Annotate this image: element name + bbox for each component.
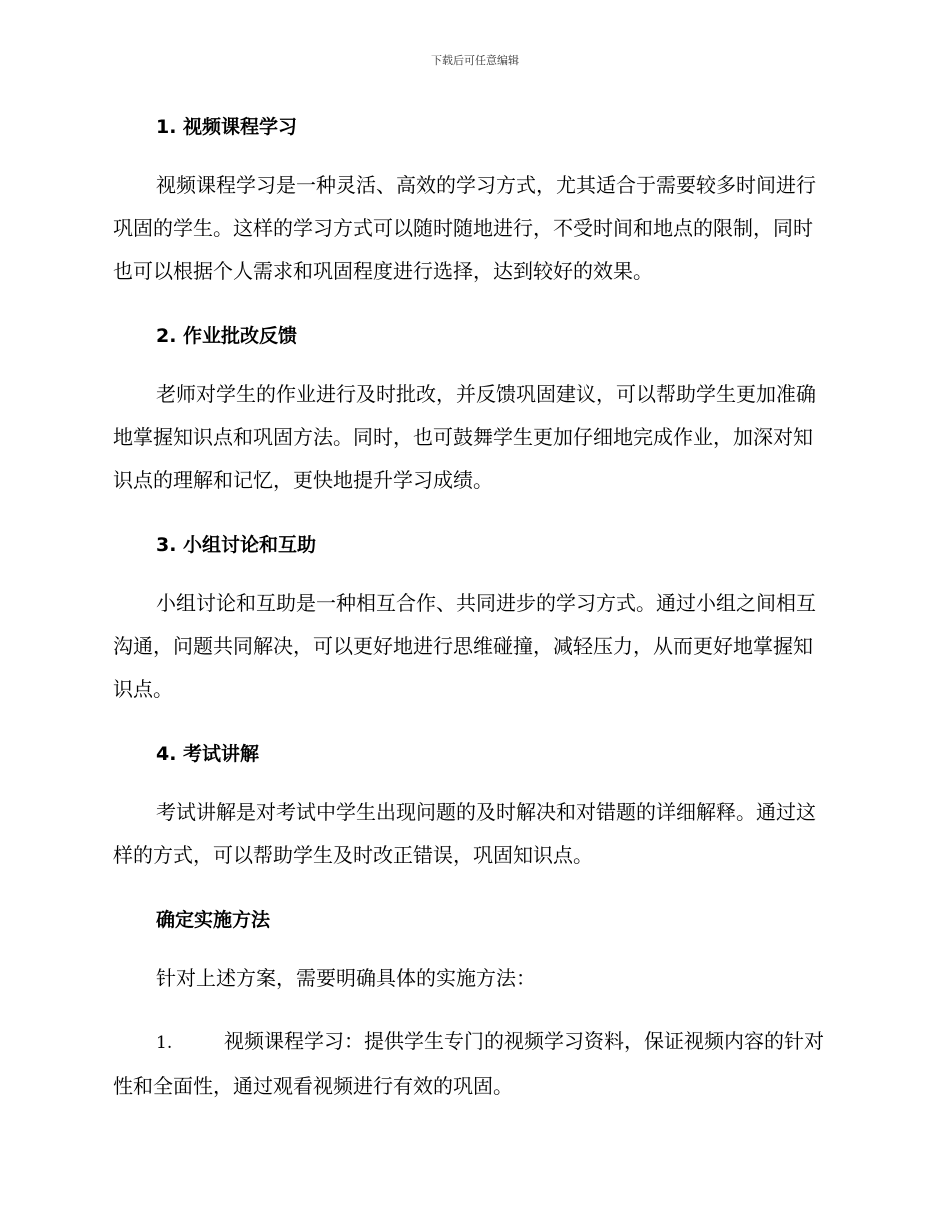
section-paragraph: 视频课程学习是一种灵活、高效的学习方式，尤其适合于需要较多时间进行巩固的学生。这样的学习方式可以随时随地进行，不受时间和地点的限制，同时也可以根据个人需求和巩固程度进行选择，达到较好的效果。 (113, 173, 816, 283)
section-paragraph: 考试讲解是对考试中学生出现问题的及时解决和对错题的详细解释。通过这样的方式，可以帮助学生及时改正错误，巩固知识点。 (113, 800, 816, 867)
section-heading: 1. 视频课程学习 (156, 116, 298, 138)
section-paragraph: 小组讨论和互助是一种相互合作、共同进步的学习方式。通过小组之间相互沟通，问题共同解决，可以更好地进行思维碰撞，减轻压力，从而更好地掌握知识点。 (113, 591, 816, 701)
section-heading: 2. 作业批改反馈 (156, 325, 298, 347)
page-header: 下载后可任意编辑 (431, 54, 519, 67)
section-heading: 4. 考试讲解 (156, 743, 260, 765)
list-item-number: 1. (156, 1033, 173, 1053)
list-item-text: 视频课程学习：提供学生专门的视频学习资料，保证视频内容的针对性和全面性，通过观看视频进行有效的巩固。 (113, 1029, 824, 1098)
section-heading: 3. 小组讨论和互助 (156, 534, 317, 556)
list-item (113, 1020, 832, 1108)
section-paragraph: 老师对学生的作业进行及时批改，并反馈巩固建议，可以帮助学生更加准确地掌握知识点和巩固方法。同时，也可鼓舞学生更加仔细地完成作业，加深对知识点的理解和记忆，更快地提升学习成绩。 (113, 382, 816, 492)
document-body (113, 112, 832, 1108)
section-paragraph: 针对上述方案，需要明确具体的实施方法： (156, 966, 536, 990)
section-heading: 确定实施方法 (156, 909, 271, 931)
